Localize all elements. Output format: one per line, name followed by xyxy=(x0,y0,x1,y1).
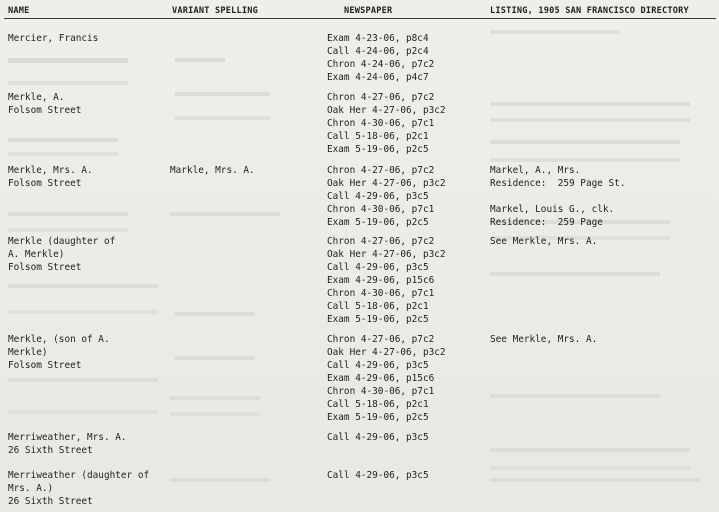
bleed-through-artifact xyxy=(170,478,270,490)
entry-name: Merkle (daughter of A. Merkle) Folsom Street xyxy=(8,236,116,273)
entry-newspaper-citations: Chron 4-27-06, p7c2 Oak Her 4-27-06, p3c2 Call 4-29-06, p3c5 Chron 4-30-06, p7c1 Exam 5-19-06, p2c5 xyxy=(327,165,446,228)
entry-directory-listing: See Merkle, Mrs. A. xyxy=(490,236,598,247)
entry-newspaper-citations: Exam 4-23-06, p8c4 Call 4-24-06, p2c4 Chron 4-24-06, p7c2 Exam 4-24-06, p4c7 xyxy=(327,33,435,83)
entry-name: Merkle, A. Folsom Street xyxy=(8,92,82,116)
bleed-through-artifact xyxy=(175,356,255,368)
bleed-through-artifact xyxy=(175,58,225,72)
column-header-listing: LISTING, 1905 SAN FRANCISCO DIRECTORY xyxy=(490,6,689,16)
bleed-through-artifact xyxy=(8,378,158,414)
bleed-through-artifact xyxy=(175,312,255,324)
entry-name: Mercier, Francis xyxy=(8,33,99,44)
bleed-through-artifact xyxy=(490,102,690,122)
bleed-through-artifact xyxy=(490,478,700,490)
entry-newspaper-citations: Chron 4-27-06, p7c2 Oak Her 4-27-06, p3c2 Call 4-29-06, p3c5 Exam 4-29-06, p15c6 Chron 4-30-06, p7c1 Call 5-18-06, p2c1 Exam 5-19-06, p2c5 xyxy=(327,236,446,325)
entry-name: Merkle, (son of A. Merkle) Folsom Street xyxy=(8,334,110,371)
bleed-through-artifact xyxy=(8,138,118,156)
column-header-newspaper: NEWSPAPER xyxy=(344,6,393,16)
entry-newspaper-citations: Call 4-29-06, p3c5 xyxy=(327,470,429,481)
entry-newspaper-citations: Chron 4-27-06, p7c2 Oak Her 4-27-06, p3c2 Chron 4-30-06, p7c1 Call 5-18-06, p2c1 Exam 5-19-06, p2c5 xyxy=(327,92,446,155)
entry-name: Merriweather (daughter of Mrs. A.) 26 Sixth Street xyxy=(8,470,150,507)
entry-name: Merriweather, Mrs. A. 26 Sixth Street xyxy=(8,432,127,456)
entry-variant-spelling: Markle, Mrs. A. xyxy=(170,165,255,176)
bleed-through-artifact xyxy=(490,448,690,470)
bleed-through-artifact xyxy=(170,212,280,224)
bleed-through-artifact xyxy=(8,284,158,314)
header-rule xyxy=(4,18,716,19)
entry-directory-listing: See Merkle, Mrs. A. xyxy=(490,334,598,345)
bleed-through-artifact xyxy=(8,212,128,232)
bleed-through-artifact xyxy=(175,92,270,120)
entry-newspaper-citations: Call 4-29-06, p3c5 xyxy=(327,432,429,443)
bleed-through-artifact xyxy=(170,396,260,416)
bleed-through-artifact xyxy=(8,58,128,85)
column-header-variant-spelling: VARIANT SPELLING xyxy=(172,6,258,16)
entry-newspaper-citations: Chron 4-27-06, p7c2 Oak Her 4-27-06, p3c2 Call 4-29-06, p3c5 Exam 4-29-06, p15c6 Chron 4-30-06, p7c1 Call 5-18-06, p2c1 Exam 5-19-06, p2c5 xyxy=(327,334,446,423)
column-header-name: NAME xyxy=(8,6,30,16)
entry-name: Merkle, Mrs. A. Folsom Street xyxy=(8,165,93,189)
entry-directory-listing: Markel, A., Mrs. Residence: 259 Page St. Markel, Louis G., clk. Residence: 259 Page xyxy=(490,165,626,228)
bleed-through-artifact xyxy=(490,394,660,406)
bleed-through-artifact xyxy=(490,30,620,44)
bleed-through-artifact xyxy=(490,140,680,162)
bleed-through-artifact xyxy=(490,272,660,284)
